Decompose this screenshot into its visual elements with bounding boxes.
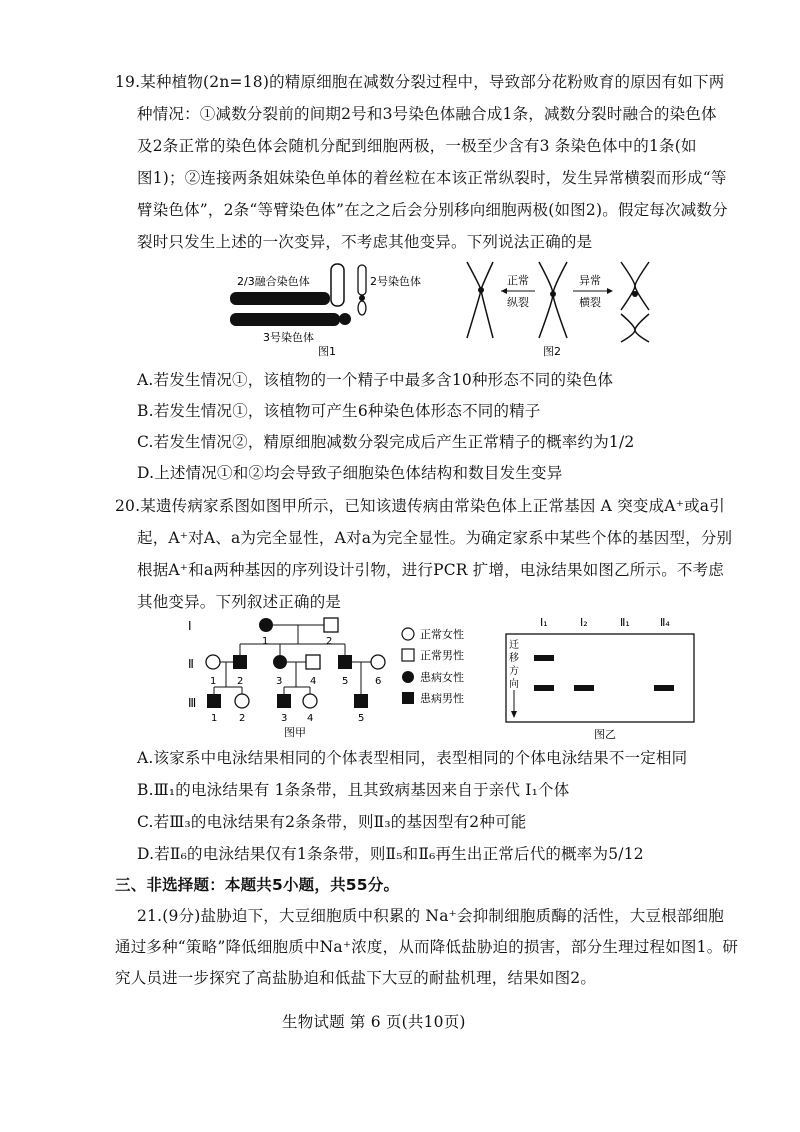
q21-line-1: 21.(9分)盐胁迫下，大豆细胞质中积累的 Na⁺会抑制细胞质酶的活性，大豆根部细胞 xyxy=(137,907,724,925)
num-3-1: 1 xyxy=(211,713,218,724)
q20-line-2: 起，A⁺对A、a为完全显性，A对a为完全显性。为确定家系中某些个体的基因型，分别 xyxy=(137,529,733,547)
q20-option-c: C.若Ⅲ₃的电泳结果有2条条带，则Ⅱ₃的基因型有2种可能 xyxy=(137,813,527,831)
legend-normal-female-icon xyxy=(402,628,414,640)
chr3-short-arm xyxy=(339,313,351,325)
lane-label-1: Ⅰ₁ xyxy=(540,616,548,629)
legend-affected-female: 患病女性 xyxy=(420,671,464,684)
fig1-caption: 图1 xyxy=(318,345,336,358)
pedigree-chart xyxy=(180,612,480,740)
num-2-3: 3 xyxy=(276,676,283,687)
lane-label-4: Ⅱ₄ xyxy=(660,616,670,629)
gen2-ind5 xyxy=(338,655,352,669)
num-1-1: 1 xyxy=(262,636,269,647)
gen2-ind3 xyxy=(273,655,287,669)
gen-label-3: Ⅲ xyxy=(188,696,197,710)
direction-char-2: 移 xyxy=(509,653,519,664)
legend-affected-male-icon xyxy=(402,692,414,704)
q19-line-5: 臂染色体”，2条“等臂染色体”在之之后会分别移向细胞两极(如图2)。假定每次减数分 xyxy=(137,201,728,219)
gen1-ind1 xyxy=(259,618,273,632)
q20-option-a: A.该家系中电泳结果相同的个体表型相同，表型相同的个体电泳结果不一定相同 xyxy=(137,749,688,767)
fig2-label-abnormal-2: 横裂 xyxy=(579,296,601,309)
q20-option-d: D.若Ⅱ₆的电泳结果仅有1条条带，则Ⅱ₅和Ⅱ₆再生出正常后代的概率为5/12 xyxy=(137,845,644,863)
band-I1-upper xyxy=(534,655,554,661)
fig1-label-chr2: 2号染色体 xyxy=(370,275,421,288)
q19-line-1: 19.某种植物(2n=18)的精原细胞在减数分裂过程中，导致部分花粉败育的原因有如下两 xyxy=(115,73,725,91)
q20-line-3: 根据A⁺和a两种基因的序列设计引物，进行PCR 扩增，电泳结果如图乙所示。不考虑 xyxy=(137,561,725,579)
page-footer: 生物试题 第 6 页(共10页) xyxy=(282,1013,466,1031)
num-3-4: 4 xyxy=(307,713,314,724)
q19-option-b: B.若发生情况①，该植物可产生6种染色体形态不同的精子 xyxy=(137,402,541,420)
fig1-label-fused: 2/3融合染色体 xyxy=(237,275,310,288)
legend-affected-female-icon xyxy=(402,671,414,683)
gen2-ind4 xyxy=(306,655,320,669)
legend-normal-male-icon xyxy=(402,649,414,661)
gen3-ind3 xyxy=(277,694,291,708)
gen3-ind5 xyxy=(354,694,368,708)
num-2-5: 5 xyxy=(342,676,349,687)
q20-line-4: 其他变异。下列叙述正确的是 xyxy=(137,593,342,611)
fused-chromosome-arm xyxy=(230,292,330,305)
legend-normal-female: 正常女性 xyxy=(420,628,464,641)
figure-1 xyxy=(225,258,435,360)
chr2-short-arm xyxy=(358,301,366,315)
gen1-ind2 xyxy=(324,618,338,632)
gen3-ind4 xyxy=(303,694,317,708)
gen2-ind2 xyxy=(233,655,247,669)
fig2-label-normal-2: 纵裂 xyxy=(507,296,529,309)
legend-affected-male: 患病男性 xyxy=(420,692,464,705)
num-3-2: 2 xyxy=(239,713,246,724)
direction-char-1: 迁 xyxy=(509,640,519,651)
num-3-5: 5 xyxy=(358,713,365,724)
q19-option-c: C.若发生情况②，精原细胞减数分裂完成后产生正常精子的概率约为1/2 xyxy=(137,433,635,451)
fused-chromosome-upright xyxy=(331,264,344,306)
chr2-centromere xyxy=(359,295,365,301)
gen2-ind6 xyxy=(371,655,385,669)
q19-line-2: 种情况：①减数分裂前的间期2号和3号染色体融合成1条，减数分裂时融合的染色体 xyxy=(137,105,717,123)
gel-electrophoresis xyxy=(492,614,702,742)
band-I1-lower xyxy=(534,685,554,691)
q19-option-a: A.若发生情况①，该植物的一个精子中最多含10种形态不同的染色体 xyxy=(137,371,614,389)
gel-caption: 图乙 xyxy=(594,728,616,741)
q19-line-6: 裂时只发生上述的一次变异，不考虑其他变异。下列说法正确的是 xyxy=(137,233,593,251)
fig2-caption: 图2 xyxy=(543,345,561,358)
gen-label-2: Ⅱ xyxy=(188,657,194,671)
section-3-heading: 三、非选择题：本题共5小题，共55分。 xyxy=(115,876,400,894)
band-II4 xyxy=(654,685,674,691)
gen2-ind1 xyxy=(206,655,220,669)
q20-option-b: B.Ⅲ₁的电泳结果有 1条条带，且其致病基因来自于亲代 Ⅰ₁个体 xyxy=(137,781,570,799)
gen-label-1: Ⅰ xyxy=(188,619,192,633)
q20-line-1: 20.某遗传病家系图如图甲所示，已知该遗传病由常染色体上正常基因 A 突变成A⁺或a引 xyxy=(115,497,725,515)
q21-line-2: 通过多种“策略”降低细胞质中Na⁺浓度，从而降低盐胁迫的损害，部分生理过程如图1。研 xyxy=(115,938,739,956)
fig2-label-normal-1: 正常 xyxy=(507,274,529,287)
num-2-1: 1 xyxy=(210,676,217,687)
chr2-long-arm xyxy=(358,265,366,295)
q19-line-3: 及2条正常的染色体会随机分配到细胞两极，一极至少含有3 条染色体中的1条(如 xyxy=(137,137,697,155)
figure-2 xyxy=(445,258,665,360)
band-I2 xyxy=(574,685,594,691)
legend-normal-male: 正常男性 xyxy=(420,649,464,662)
num-2-6: 6 xyxy=(375,676,382,687)
num-2-2: 2 xyxy=(237,676,244,687)
q19-option-d: D.上述情况①和②均会导致子细胞染色体结构和数目发生变异 xyxy=(137,464,563,482)
q21-line-3: 究人员进一步探究了高盐胁迫和低盐下大豆的耐盐机理，结果如图2。 xyxy=(115,969,597,987)
gen3-ind2 xyxy=(235,694,249,708)
fig2-label-abnormal-1: 异常 xyxy=(579,274,601,287)
gel-frame xyxy=(506,634,694,722)
num-1-2: 2 xyxy=(326,636,333,647)
pedigree-caption: 图甲 xyxy=(284,726,306,739)
direction-char-3: 方 xyxy=(509,666,519,677)
lane-label-2: Ⅰ₂ xyxy=(580,616,588,629)
direction-char-4: 向 xyxy=(509,679,519,690)
num-2-4: 4 xyxy=(310,676,317,687)
fig1-label-chr3: 3号染色体 xyxy=(263,331,314,344)
chr3-long-arm xyxy=(230,313,340,326)
lane-label-3: Ⅱ₁ xyxy=(620,616,630,629)
num-3-3: 3 xyxy=(281,713,288,724)
gen3-ind1 xyxy=(207,694,221,708)
q19-line-4: 图1)；②连接两条姐妹染色单体的着丝粒在本该正常纵裂时，发生异常横裂而形成“等 xyxy=(137,169,727,187)
